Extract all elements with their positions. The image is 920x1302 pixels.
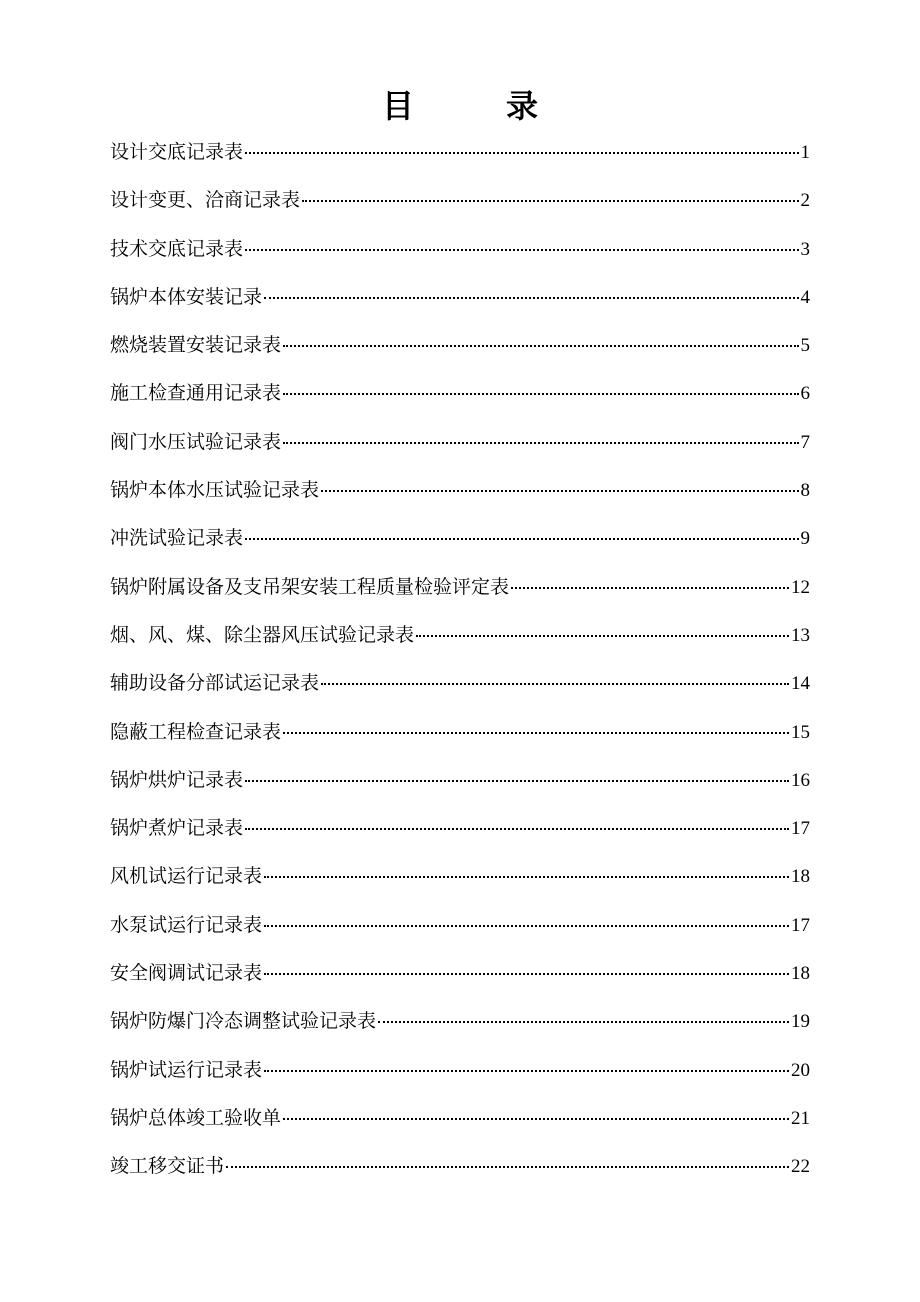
toc-entry[interactable] [110, 514, 810, 562]
toc-entry[interactable] [110, 804, 810, 852]
table-of-contents [110, 128, 810, 1191]
toc-entry-page-number: 8 [800, 480, 810, 502]
toc-dot-leader [283, 732, 789, 734]
toc-entry-page-number: 3 [800, 238, 810, 260]
toc-dot-leader [226, 1166, 789, 1168]
toc-entry-label: 烟、风、煤、除尘器风压试验记录表 [110, 623, 415, 646]
toc-entry-label: 设计变更、洽商记录表 [110, 189, 301, 212]
toc-entry-label: 锅炉烘炉记录表 [110, 768, 244, 791]
toc-dot-leader [321, 683, 789, 685]
toc-entry-page-number: 4 [800, 286, 810, 308]
toc-entry[interactable] [110, 611, 810, 659]
toc-entry-page-number: 19 [791, 1011, 810, 1033]
toc-dot-leader [245, 538, 798, 540]
toc-entry-page-number: 21 [791, 1107, 810, 1129]
toc-entry-label: 水泵试运行记录表 [110, 913, 263, 936]
toc-entry-label: 锅炉总体竣工验收单 [110, 1106, 282, 1129]
toc-dot-leader [264, 973, 789, 975]
toc-entry[interactable] [110, 1142, 810, 1190]
toc-dot-leader [245, 828, 789, 830]
toc-entry-label: 安全阀调试记录表 [110, 962, 263, 985]
toc-entry[interactable] [110, 949, 810, 997]
toc-dot-leader [264, 876, 789, 878]
page-title: 目 录 [381, 87, 568, 125]
toc-dot-leader [245, 780, 789, 782]
toc-dot-leader [302, 200, 798, 202]
toc-entry-label: 施工检查通用记录表 [110, 382, 282, 405]
toc-dot-leader [416, 635, 789, 637]
toc-entry-label: 锅炉本体水压试验记录表 [110, 479, 320, 502]
toc-entry[interactable] [110, 1046, 810, 1094]
toc-dot-leader [283, 1118, 789, 1120]
toc-entry-page-number: 17 [791, 818, 810, 840]
toc-dot-leader [378, 1021, 789, 1023]
toc-entry[interactable] [110, 418, 810, 466]
toc-entry[interactable] [110, 176, 810, 224]
toc-entry-label: 锅炉附属设备及支吊架安装工程质量检验评定表 [110, 575, 510, 598]
toc-entry-label: 锅炉防爆门冷态调整试验记录表 [110, 1010, 377, 1033]
toc-entry[interactable] [110, 321, 810, 369]
toc-entry[interactable] [110, 997, 810, 1045]
toc-entry-page-number: 7 [800, 431, 810, 453]
toc-entry[interactable] [110, 659, 810, 707]
toc-entry-page-number: 18 [791, 866, 810, 888]
toc-entry-label: 风机试运行记录表 [110, 865, 263, 888]
toc-entry[interactable] [110, 128, 810, 176]
toc-entry-label: 锅炉煮炉记录表 [110, 817, 244, 840]
toc-entry-page-number: 6 [800, 383, 810, 405]
toc-entry[interactable] [110, 756, 810, 804]
toc-dot-leader [264, 297, 798, 299]
toc-entry[interactable] [110, 852, 810, 900]
toc-entry-label: 阀门水压试验记录表 [110, 430, 282, 453]
toc-entry-page-number: 14 [791, 673, 810, 695]
toc-dot-leader [245, 152, 798, 154]
toc-entry-label: 燃烧装置安装记录表 [110, 334, 282, 357]
toc-entry-page-number: 17 [791, 914, 810, 936]
toc-entry-label: 设计交底记录表 [110, 141, 244, 163]
toc-entry[interactable] [110, 901, 810, 949]
toc-dot-leader [511, 587, 789, 589]
toc-entry-label: 技术交底记录表 [110, 237, 244, 260]
toc-dot-leader [283, 442, 798, 444]
toc-entry-page-number: 18 [791, 963, 810, 985]
toc-dot-leader [283, 345, 798, 347]
toc-dot-leader [321, 490, 798, 492]
toc-entry-label: 锅炉试运行记录表 [110, 1058, 263, 1081]
toc-entry-page-number: 22 [791, 1156, 810, 1178]
toc-entry[interactable] [110, 225, 810, 273]
toc-entry-page-number: 5 [800, 335, 810, 357]
toc-dot-leader [264, 925, 789, 927]
toc-entry-page-number: 9 [800, 528, 810, 550]
toc-entry-label: 冲洗试验记录表 [110, 527, 244, 550]
toc-entry[interactable] [110, 1094, 810, 1142]
toc-entry-page-number: 1 [800, 142, 810, 163]
toc-entry-page-number: 16 [791, 769, 810, 791]
toc-entry[interactable] [110, 466, 810, 514]
toc-entry-page-number: 2 [800, 190, 810, 212]
toc-entry-page-number: 12 [791, 576, 810, 598]
toc-entry-label: 隐蔽工程检查记录表 [110, 720, 282, 743]
toc-entry-page-number: 13 [791, 624, 810, 646]
toc-entry-label: 辅助设备分部试运记录表 [110, 672, 320, 695]
toc-entry-label: 锅炉本体安装记录 [110, 285, 263, 308]
toc-entry[interactable] [110, 708, 810, 756]
toc-dot-leader [264, 1070, 789, 1072]
toc-dot-leader [283, 393, 798, 395]
toc-dot-leader [245, 249, 798, 251]
toc-entry[interactable] [110, 273, 810, 321]
toc-entry[interactable] [110, 563, 810, 611]
toc-entry[interactable] [110, 369, 810, 417]
toc-entry-label: 竣工移交证书 [110, 1155, 225, 1178]
toc-entry-page-number: 15 [791, 721, 810, 743]
toc-entry-page-number: 20 [791, 1059, 810, 1081]
